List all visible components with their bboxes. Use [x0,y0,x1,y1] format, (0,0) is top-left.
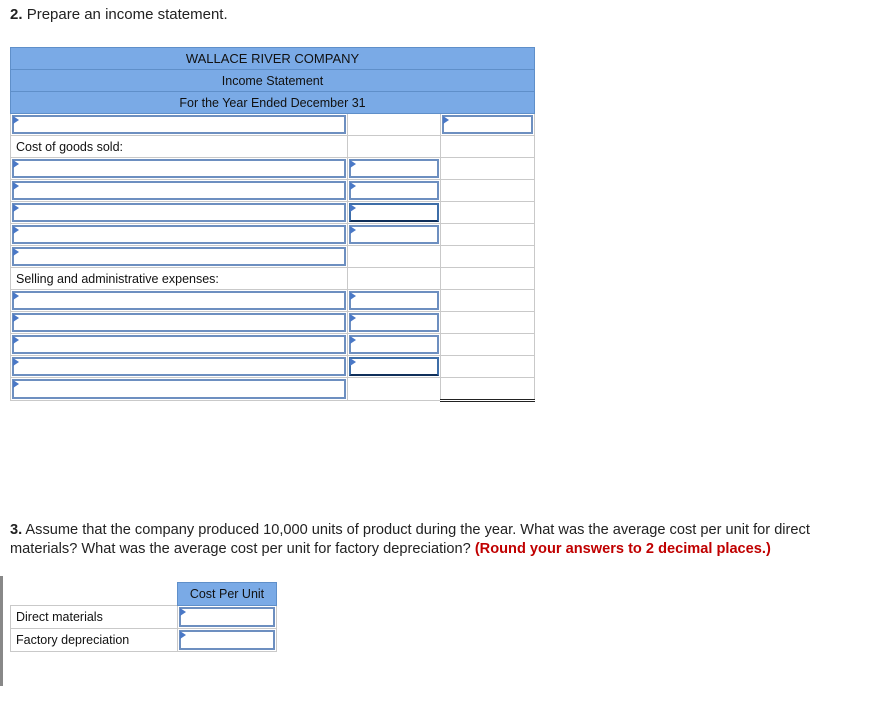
line-label-input[interactable] [11,180,348,202]
dropdown-arrow-icon [13,116,19,124]
total-cell [441,202,535,224]
dropdown-arrow-icon [13,380,19,388]
dropdown-arrow-icon [350,182,356,190]
line-label-input[interactable] [11,224,348,246]
cogs-label: Cost of goods sold: [11,136,348,158]
part2-text: Prepare an income statement. [26,6,228,23]
direct-materials-label: Direct materials [11,606,178,629]
dropdown-arrow-icon [13,292,19,300]
net-income-cell [441,378,535,401]
statement-period: For the Year Ended December 31 [11,92,535,114]
dropdown-arrow-icon [180,608,186,616]
dropdown-arrow-icon [13,226,19,234]
amount-cell [348,114,441,136]
line-label-input[interactable] [11,114,348,136]
sga-label: Selling and administrative expenses: [11,268,348,290]
dropdown-arrow-icon [13,248,19,256]
total-cell [441,246,535,268]
line-label-input[interactable] [11,158,348,180]
amount-cell [348,268,441,290]
dropdown-arrow-icon [350,292,356,300]
amount-input[interactable] [348,334,441,356]
part2-question [10,6,228,23]
total-cell [441,356,535,378]
amount-cell [348,246,441,268]
dropdown-arrow-icon [350,160,356,168]
dropdown-arrow-icon [350,336,356,344]
statement-title: Income Statement [11,70,535,92]
company-name: WALLACE RIVER COMPANY [11,48,535,70]
amount-cell [348,378,441,401]
line-label-input[interactable] [11,312,348,334]
direct-materials-input[interactable] [178,606,277,629]
total-cell [441,180,535,202]
total-cell [441,268,535,290]
dropdown-arrow-icon [13,182,19,190]
dropdown-arrow-icon [180,631,186,639]
dropdown-arrow-icon [350,204,356,212]
part3-text: Assume that the company produced 10,000 units of product during the year. What was the average cost per unit for direct materials? What was the average cost per unit for factory depreciation? [10,522,810,557]
line-label-input[interactable] [11,290,348,312]
line-label-input[interactable] [11,334,348,356]
total-input[interactable] [441,114,535,136]
total-cell [441,224,535,246]
part3-question [10,521,876,559]
amount-input[interactable] [348,224,441,246]
total-cell [441,312,535,334]
dropdown-arrow-icon [13,204,19,212]
amount-cell [348,136,441,158]
amount-input[interactable] [348,290,441,312]
amount-input[interactable] [348,180,441,202]
dropdown-arrow-icon [443,116,449,124]
blank-header-cell [11,583,178,606]
dropdown-arrow-icon [13,358,19,366]
amount-input[interactable] [348,158,441,180]
rounding-instruction: (Round your answers to 2 decimal places.) [474,541,771,557]
part2-number: 2. [10,6,23,23]
cost-per-unit-table [10,582,277,652]
dropdown-arrow-icon [13,160,19,168]
total-cell [441,290,535,312]
line-label-input[interactable] [11,202,348,224]
dropdown-arrow-icon [13,314,19,322]
amount-input[interactable] [348,202,441,224]
left-edge-bar [0,576,3,686]
dropdown-arrow-icon [350,358,356,366]
total-cell [441,136,535,158]
dropdown-arrow-icon [350,314,356,322]
amount-input[interactable] [348,356,441,378]
line-label-input[interactable] [11,246,348,268]
total-cell [441,158,535,180]
income-statement-table [10,47,535,402]
dropdown-arrow-icon [13,336,19,344]
part3-number: 3. [10,522,23,538]
factory-depreciation-input[interactable] [178,629,277,652]
total-cell [441,334,535,356]
cost-per-unit-header: Cost Per Unit [178,583,277,606]
line-label-input[interactable] [11,356,348,378]
amount-input[interactable] [348,312,441,334]
line-label-input[interactable] [11,378,348,401]
dropdown-arrow-icon [350,226,356,234]
factory-depreciation-label: Factory depreciation [11,629,178,652]
